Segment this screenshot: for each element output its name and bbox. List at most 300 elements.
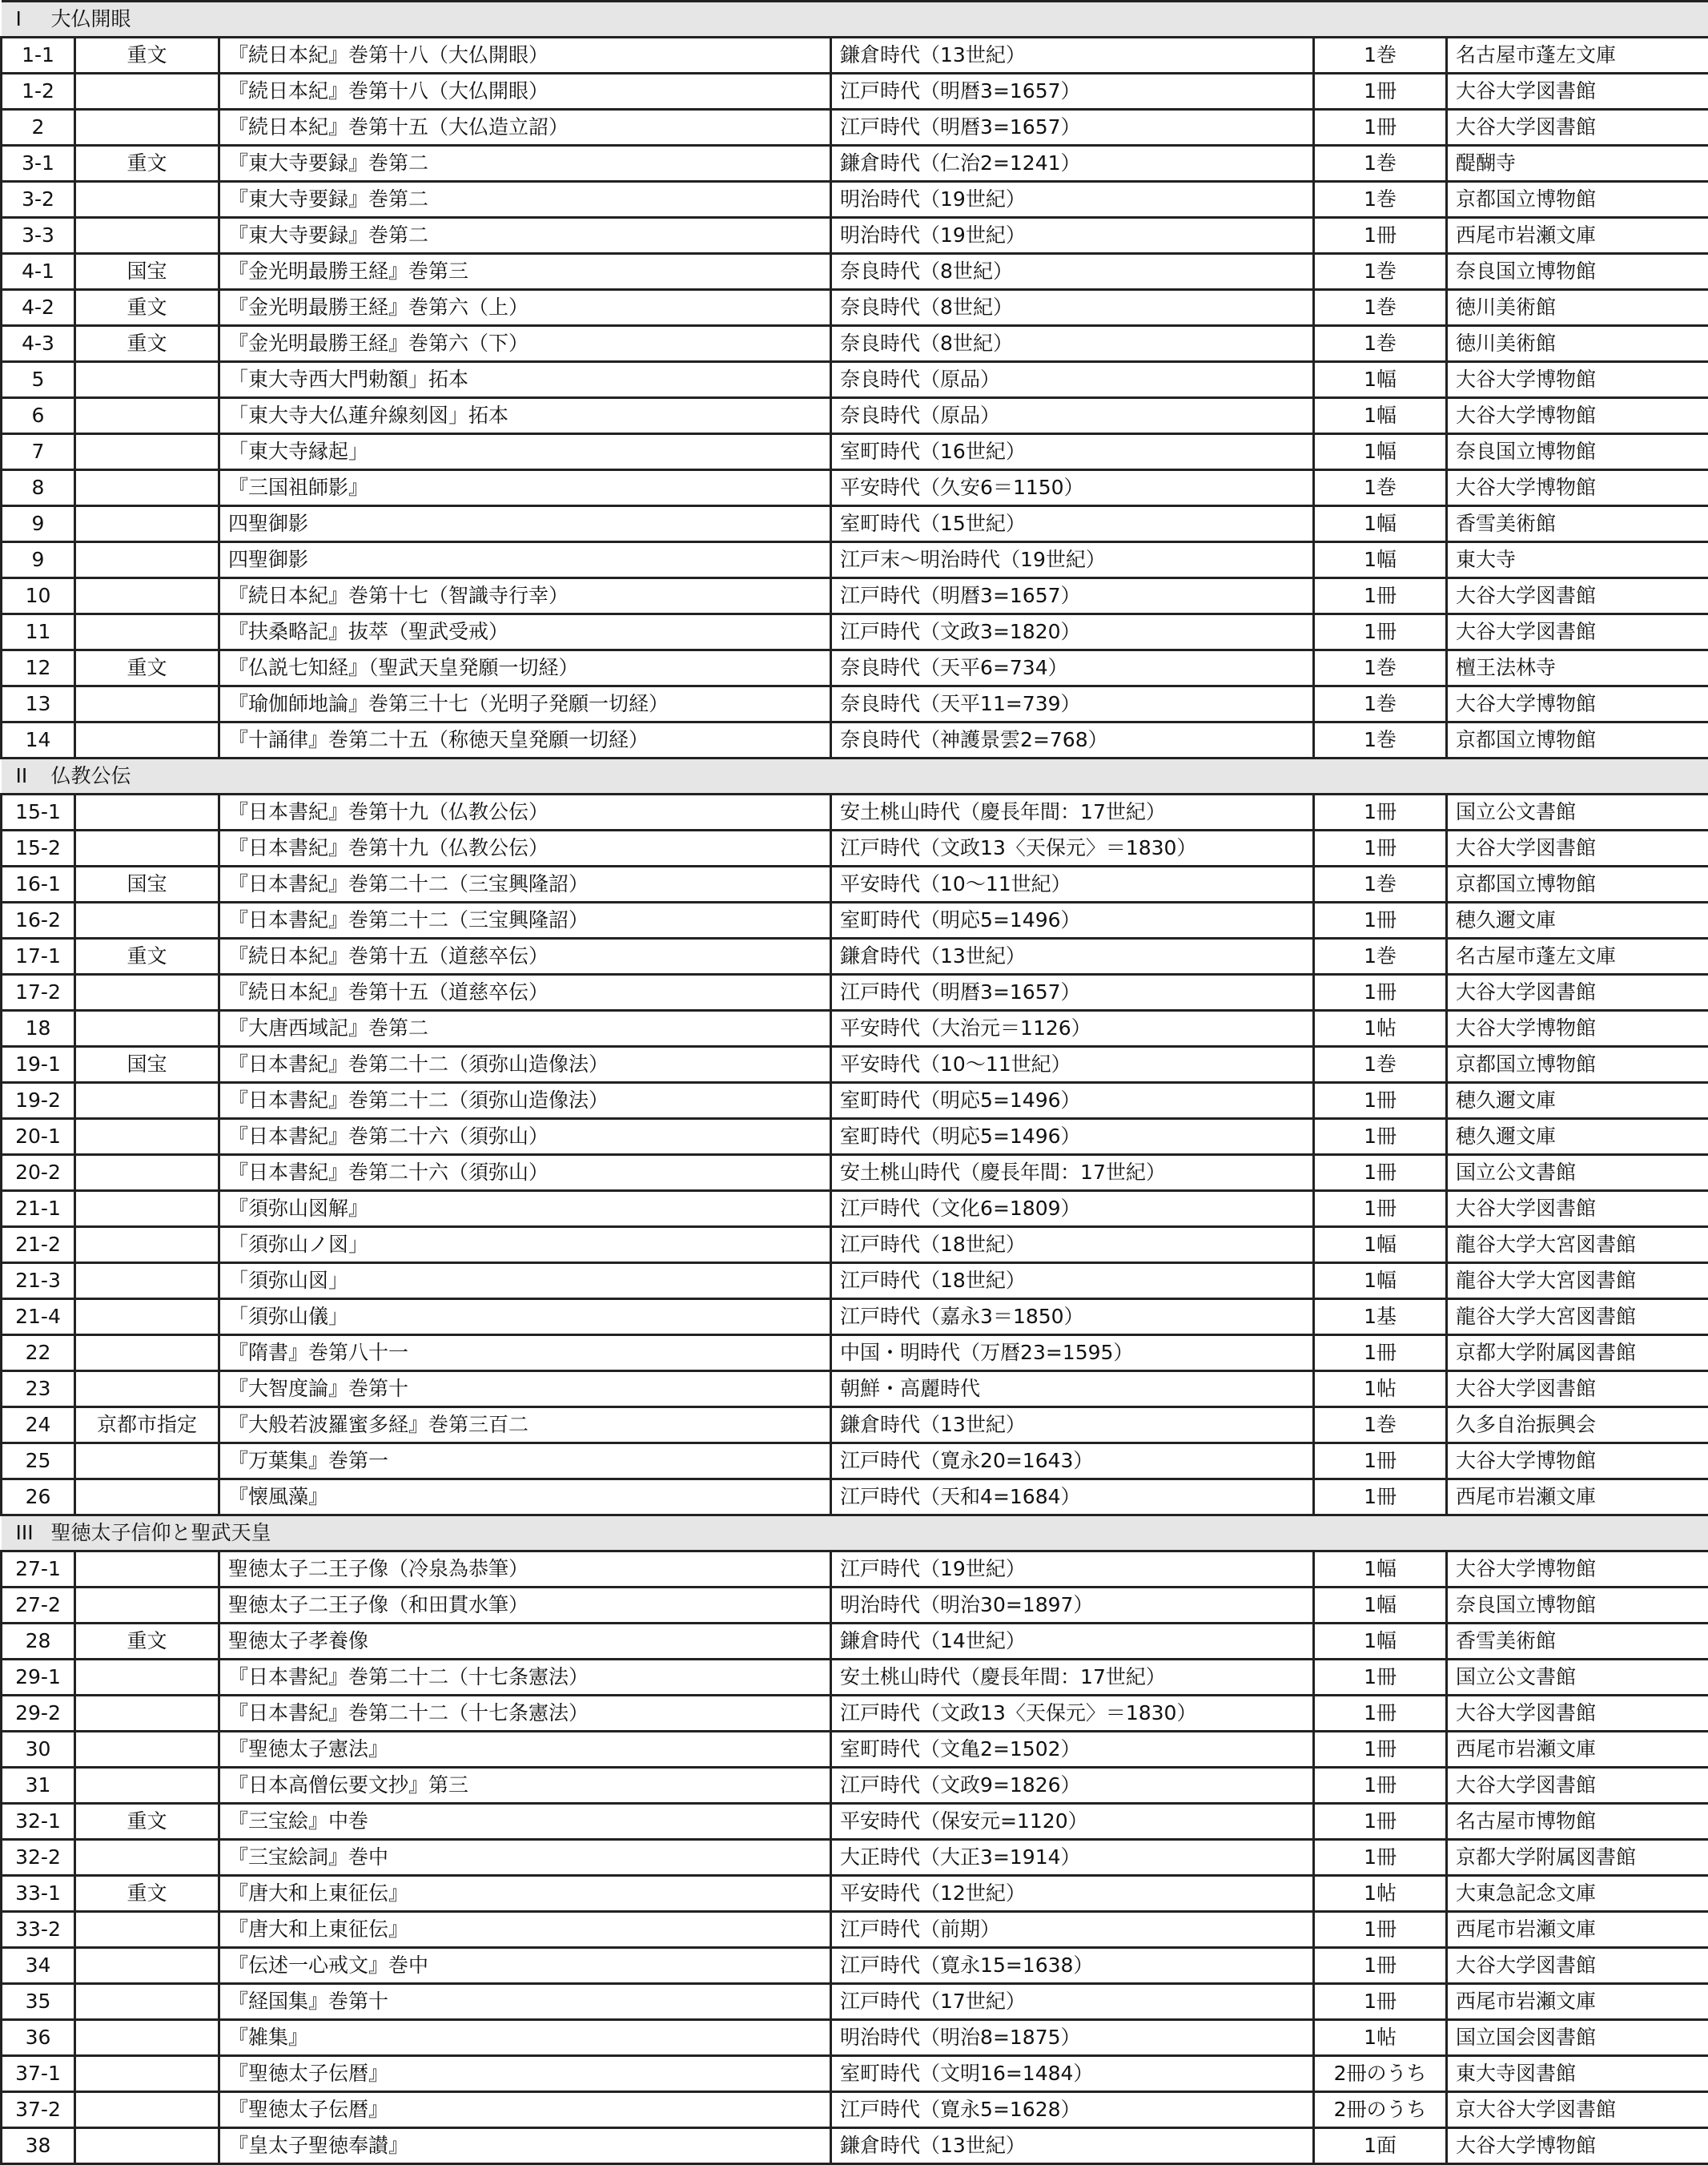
designation-cell [75, 722, 219, 759]
item-number-cell: 21-4 [2, 1299, 75, 1335]
quantity-cell: 1帖 [1314, 2020, 1447, 2056]
quantity-cell: 1帖 [1314, 1876, 1447, 1912]
title-cell: 『続日本紀』巻第十七（智識寺行幸） [219, 578, 831, 614]
quantity-cell: 1冊 [1314, 1660, 1447, 1696]
quantity-cell: 1冊 [1314, 903, 1447, 939]
item-number-cell: 27-2 [2, 1588, 75, 1624]
period-cell: 江戸時代（文政9=1826） [831, 1768, 1314, 1804]
designation-cell [75, 470, 219, 506]
title-cell: 『日本書紀』巻第二十六（須弥山） [219, 1119, 831, 1155]
owner-cell: 大谷大学図書館 [1447, 74, 1708, 110]
quantity-cell: 1冊 [1314, 795, 1447, 831]
item-number-cell: 31 [2, 1768, 75, 1804]
item-number-cell: 20-1 [2, 1119, 75, 1155]
quantity-cell: 2冊のうち [1314, 2092, 1447, 2128]
owner-cell: 京都国立博物館 [1447, 722, 1708, 759]
quantity-cell: 1冊 [1314, 1804, 1447, 1840]
designation-cell [75, 1443, 219, 1479]
quantity-cell: 1巻 [1314, 254, 1447, 290]
period-cell: 奈良時代（8世紀） [831, 326, 1314, 362]
item-number-cell: 6 [2, 398, 75, 434]
table-row [2, 218, 1708, 254]
owner-cell: 大谷大学図書館 [1447, 975, 1708, 1011]
owner-cell: 大谷大学博物館 [1447, 1011, 1708, 1047]
table-row [2, 1768, 1708, 1804]
owner-cell: 穂久邇文庫 [1447, 903, 1708, 939]
owner-cell: 香雪美術館 [1447, 506, 1708, 542]
table-row [2, 1804, 1708, 1840]
owner-cell: 国立公文書館 [1447, 1660, 1708, 1696]
period-cell: 室町時代（15世紀） [831, 506, 1314, 542]
quantity-cell: 1冊 [1314, 1083, 1447, 1119]
quantity-cell: 1巻 [1314, 290, 1447, 326]
period-cell: 江戸時代（前期） [831, 1912, 1314, 1948]
title-cell: 四聖御影 [219, 506, 831, 542]
quantity-cell: 2冊のうち [1314, 2056, 1447, 2092]
owner-cell: 奈良国立博物館 [1447, 254, 1708, 290]
title-cell: 『東大寺要録』巻第二 [219, 146, 831, 182]
owner-cell: 徳川美術館 [1447, 326, 1708, 362]
title-cell: 「須弥山儀」 [219, 1299, 831, 1335]
section-number: III [16, 1516, 51, 1550]
designation-cell [75, 1191, 219, 1227]
period-cell: 鎌倉時代（13世紀） [831, 1407, 1314, 1443]
item-number-cell: 5 [2, 362, 75, 398]
item-number-cell: 3-1 [2, 146, 75, 182]
period-cell: 奈良時代（天平11=739） [831, 686, 1314, 722]
title-cell: 『日本書紀』巻第二十二（十七条憲法） [219, 1696, 831, 1732]
period-cell: 鎌倉時代（13世紀） [831, 939, 1314, 975]
period-cell: 室町時代（明応5=1496） [831, 1119, 1314, 1155]
owner-cell: 奈良国立博物館 [1447, 1588, 1708, 1624]
item-number-cell: 8 [2, 470, 75, 506]
title-cell: 「東大寺縁起」 [219, 434, 831, 470]
table-row [2, 254, 1708, 290]
period-cell: 明治時代（19世紀） [831, 218, 1314, 254]
owner-cell: 京都国立博物館 [1447, 867, 1708, 903]
owner-cell: 大谷大学図書館 [1447, 1191, 1708, 1227]
table-row [2, 2020, 1708, 2056]
period-cell: 平安時代（10～11世紀） [831, 1047, 1314, 1083]
quantity-cell: 1基 [1314, 1299, 1447, 1335]
owner-cell: 大谷大学博物館 [1447, 362, 1708, 398]
title-cell: 『日本書紀』巻第十九（仏教公伝） [219, 795, 831, 831]
table-row [2, 795, 1708, 831]
table-row [2, 434, 1708, 470]
period-cell: 鎌倉時代（13世紀） [831, 2128, 1314, 2164]
owner-cell: 久多自治振興会 [1447, 1407, 1708, 1443]
designation-cell [75, 110, 219, 146]
table-row [2, 867, 1708, 903]
designation-cell [75, 362, 219, 398]
table-row [2, 1335, 1708, 1371]
title-cell: 『大智度論』巻第十 [219, 1371, 831, 1407]
designation-cell: 重文 [75, 939, 219, 975]
period-cell: 明治時代（19世紀） [831, 182, 1314, 218]
quantity-cell: 1巻 [1314, 722, 1447, 759]
period-cell: 江戸時代（寛永5=1628） [831, 2092, 1314, 2128]
table-row [2, 1624, 1708, 1660]
designation-cell: 重文 [75, 1804, 219, 1840]
item-number-cell: 36 [2, 2020, 75, 2056]
table-row [2, 398, 1708, 434]
quantity-cell: 1冊 [1314, 1155, 1447, 1191]
section-header-row [2, 1515, 1708, 1551]
item-number-cell: 37-2 [2, 2092, 75, 2128]
designation-cell: 国宝 [75, 1047, 219, 1083]
item-number-cell: 19-2 [2, 1083, 75, 1119]
table-row [2, 1588, 1708, 1624]
owner-cell: 大谷大学図書館 [1447, 110, 1708, 146]
table-row [2, 1840, 1708, 1876]
period-cell: 奈良時代（原品） [831, 362, 1314, 398]
quantity-cell: 1冊 [1314, 578, 1447, 614]
quantity-cell: 1帖 [1314, 1011, 1447, 1047]
owner-cell: 西尾市岩瀬文庫 [1447, 1479, 1708, 1515]
title-cell: 『続日本紀』巻第十五（大仏造立詔） [219, 110, 831, 146]
section-header-filler [831, 2, 1708, 38]
period-cell: 江戸時代（天和4=1684） [831, 1479, 1314, 1515]
table-row [2, 650, 1708, 686]
designation-cell [75, 578, 219, 614]
designation-cell [75, 1696, 219, 1732]
section-header-cell [2, 2, 831, 38]
period-cell: 平安時代（保安元=1120） [831, 1804, 1314, 1840]
table-row [2, 1984, 1708, 2020]
designation-cell [75, 614, 219, 650]
quantity-cell: 1幅 [1314, 1624, 1447, 1660]
table-row [2, 1407, 1708, 1443]
table-row [2, 614, 1708, 650]
item-number-cell: 22 [2, 1335, 75, 1371]
period-cell: 江戸時代（明暦3=1657） [831, 110, 1314, 146]
item-number-cell: 4-2 [2, 290, 75, 326]
item-number-cell: 25 [2, 1443, 75, 1479]
period-cell: 江戸時代（明暦3=1657） [831, 578, 1314, 614]
period-cell: 江戸時代（寛永20=1643） [831, 1443, 1314, 1479]
owner-cell: 京都国立博物館 [1447, 1047, 1708, 1083]
table-row [2, 1876, 1708, 1912]
item-number-cell: 23 [2, 1371, 75, 1407]
item-number-cell: 27-1 [2, 1551, 75, 1588]
quantity-cell: 1巻 [1314, 470, 1447, 506]
designation-cell [75, 903, 219, 939]
owner-cell: 大谷大学図書館 [1447, 1371, 1708, 1407]
quantity-cell: 1巻 [1314, 1047, 1447, 1083]
designation-cell [75, 795, 219, 831]
table-row [2, 1119, 1708, 1155]
designation-cell [75, 1083, 219, 1119]
title-cell: 『続日本紀』巻第十八（大仏開眼） [219, 74, 831, 110]
designation-cell: 重文 [75, 1624, 219, 1660]
quantity-cell: 1冊 [1314, 1840, 1447, 1876]
table-row [2, 1011, 1708, 1047]
title-cell: 『日本書紀』巻第十九（仏教公伝） [219, 831, 831, 867]
owner-cell: 龍谷大学大宮図書館 [1447, 1299, 1708, 1335]
period-cell: 鎌倉時代（14世紀） [831, 1624, 1314, 1660]
designation-cell [75, 2056, 219, 2092]
item-number-cell: 30 [2, 1732, 75, 1768]
owner-cell: 国立公文書館 [1447, 1155, 1708, 1191]
designation-cell [75, 1119, 219, 1155]
designation-cell [75, 2092, 219, 2128]
period-cell: 朝鮮・高麗時代 [831, 1371, 1314, 1407]
quantity-cell: 1冊 [1314, 1732, 1447, 1768]
quantity-cell: 1冊 [1314, 1948, 1447, 1984]
item-number-cell: 3-3 [2, 218, 75, 254]
period-cell: 鎌倉時代（仁治2=1241） [831, 146, 1314, 182]
owner-cell: 京都国立博物館 [1447, 182, 1708, 218]
table-row [2, 470, 1708, 506]
item-number-cell: 21-3 [2, 1263, 75, 1299]
quantity-cell: 1幅 [1314, 1551, 1447, 1588]
owner-cell: 京都大学附属図書館 [1447, 1840, 1708, 1876]
table-row [2, 1479, 1708, 1515]
table-row [2, 1732, 1708, 1768]
item-number-cell: 17-1 [2, 939, 75, 975]
designation-cell [75, 434, 219, 470]
title-cell: 『日本書紀』巻第二十二（十七条憲法） [219, 1660, 831, 1696]
period-cell: 江戸時代（18世紀） [831, 1263, 1314, 1299]
owner-cell: 大谷大学博物館 [1447, 686, 1708, 722]
designation-cell [75, 182, 219, 218]
table-row [2, 146, 1708, 182]
table-row [2, 1227, 1708, 1263]
item-number-cell: 11 [2, 614, 75, 650]
table-row [2, 110, 1708, 146]
period-cell: 明治時代（明治30=1897） [831, 1588, 1314, 1624]
owner-cell: 大谷大学図書館 [1447, 831, 1708, 867]
designation-cell [75, 1263, 219, 1299]
title-cell: 『唐大和上東征伝』 [219, 1876, 831, 1912]
quantity-cell: 1冊 [1314, 1696, 1447, 1732]
table-row [2, 1660, 1708, 1696]
title-cell: 『東大寺要録』巻第二 [219, 182, 831, 218]
table-row [2, 903, 1708, 939]
owner-cell: 大谷大学博物館 [1447, 398, 1708, 434]
owner-cell: 東大寺 [1447, 542, 1708, 578]
item-number-cell: 20-2 [2, 1155, 75, 1191]
owner-cell: 名古屋市蓬左文庫 [1447, 939, 1708, 975]
title-cell: 『続日本紀』巻第十五（道慈卒伝） [219, 975, 831, 1011]
designation-cell [75, 1371, 219, 1407]
title-cell: 『扶桑略記』抜萃（聖武受戒） [219, 614, 831, 650]
title-cell: 『東大寺要録』巻第二 [219, 218, 831, 254]
item-number-cell: 13 [2, 686, 75, 722]
table-row [2, 542, 1708, 578]
period-cell: 江戸時代（寛永15=1638） [831, 1948, 1314, 1984]
designation-cell: 重文 [75, 650, 219, 686]
designation-cell: 京都市指定 [75, 1407, 219, 1443]
table-row [2, 506, 1708, 542]
period-cell: 江戸時代（18世紀） [831, 1227, 1314, 1263]
designation-cell [75, 1768, 219, 1804]
owner-cell: 大谷大学図書館 [1447, 578, 1708, 614]
section-number: I [16, 2, 51, 36]
owner-cell: 西尾市岩瀬文庫 [1447, 1984, 1708, 2020]
period-cell: 室町時代（文亀2=1502） [831, 1732, 1314, 1768]
item-number-cell: 26 [2, 1479, 75, 1515]
period-cell: 明治時代（明治8=1875） [831, 2020, 1314, 2056]
designation-cell: 重文 [75, 38, 219, 74]
item-number-cell: 3-2 [2, 182, 75, 218]
owner-cell: 西尾市岩瀬文庫 [1447, 1732, 1708, 1768]
period-cell: 鎌倉時代（13世紀） [831, 38, 1314, 74]
title-cell: 『聖徳太子憲法』 [219, 1732, 831, 1768]
quantity-cell: 1冊 [1314, 1984, 1447, 2020]
section-header-row [2, 2, 1708, 38]
designation-cell: 重文 [75, 290, 219, 326]
item-number-cell: 32-2 [2, 1840, 75, 1876]
owner-cell: 龍谷大学大宮図書館 [1447, 1227, 1708, 1263]
quantity-cell: 1冊 [1314, 831, 1447, 867]
period-cell: 江戸時代（17世紀） [831, 1984, 1314, 2020]
designation-cell: 重文 [75, 1876, 219, 1912]
title-cell: 『三宝絵詞』巻中 [219, 1840, 831, 1876]
item-number-cell: 16-2 [2, 903, 75, 939]
title-cell: 「須弥山図」 [219, 1263, 831, 1299]
item-number-cell: 4-3 [2, 326, 75, 362]
quantity-cell: 1冊 [1314, 614, 1447, 650]
designation-cell [75, 1155, 219, 1191]
period-cell: 平安時代（久安6＝1150） [831, 470, 1314, 506]
title-cell: 『聖徳太子伝暦』 [219, 2056, 831, 2092]
table-row [2, 2128, 1708, 2164]
title-cell: 『唐大和上東征伝』 [219, 1912, 831, 1948]
owner-cell: 大谷大学図書館 [1447, 1768, 1708, 1804]
designation-cell [75, 218, 219, 254]
designation-cell [75, 1912, 219, 1948]
title-cell: 『須弥山図解』 [219, 1191, 831, 1227]
table-row [2, 1299, 1708, 1335]
designation-cell [75, 1660, 219, 1696]
table-row [2, 1443, 1708, 1479]
item-number-cell: 29-2 [2, 1696, 75, 1732]
table-row [2, 1155, 1708, 1191]
quantity-cell: 1幅 [1314, 1588, 1447, 1624]
item-number-cell: 12 [2, 650, 75, 686]
item-number-cell: 2 [2, 110, 75, 146]
title-cell: 『続日本紀』巻第十八（大仏開眼） [219, 38, 831, 74]
designation-cell [75, 2128, 219, 2164]
owner-cell: 大谷大学図書館 [1447, 1696, 1708, 1732]
title-cell: 『続日本紀』巻第十五（道慈卒伝） [219, 939, 831, 975]
quantity-cell: 1幅 [1314, 506, 1447, 542]
title-cell: 『日本書紀』巻第二十二（須弥山造像法） [219, 1047, 831, 1083]
owner-cell: 香雪美術館 [1447, 1624, 1708, 1660]
title-cell: 聖徳太子孝養像 [219, 1624, 831, 1660]
section-number: II [16, 759, 51, 793]
title-cell: 『十誦律』巻第二十五（称徳天皇発願一切経） [219, 722, 831, 759]
owner-cell: 奈良国立博物館 [1447, 434, 1708, 470]
quantity-cell: 1冊 [1314, 1119, 1447, 1155]
owner-cell: 醍醐寺 [1447, 146, 1708, 182]
owner-cell: 京大谷大学図書館 [1447, 2092, 1708, 2128]
item-number-cell: 10 [2, 578, 75, 614]
quantity-cell: 1巻 [1314, 1407, 1447, 1443]
title-cell: 『雑集』 [219, 2020, 831, 2056]
title-cell: 『伝述一心戒文』巻中 [219, 1948, 831, 1984]
item-number-cell: 38 [2, 2128, 75, 2164]
period-cell: 江戸時代（文政13〈天保元〉＝1830） [831, 831, 1314, 867]
section-header-filler [831, 1515, 1708, 1551]
period-cell: 中国・明時代（万暦23=1595） [831, 1335, 1314, 1371]
owner-cell: 大谷大学博物館 [1447, 2128, 1708, 2164]
title-cell: 『懐風藻』 [219, 1479, 831, 1515]
table-row [2, 74, 1708, 110]
title-cell: 『聖徳太子伝暦』 [219, 2092, 831, 2128]
quantity-cell: 1巻 [1314, 939, 1447, 975]
item-number-cell: 19-1 [2, 1047, 75, 1083]
title-cell: 聖徳太子二王子像（和田貫水筆） [219, 1588, 831, 1624]
item-number-cell: 32-1 [2, 1804, 75, 1840]
designation-cell [75, 831, 219, 867]
period-cell: 安土桃山時代（慶長年間：17世紀） [831, 1660, 1314, 1696]
owner-cell: 大東急記念文庫 [1447, 1876, 1708, 1912]
period-cell: 平安時代（10～11世紀） [831, 867, 1314, 903]
title-cell: 『隋書』巻第八十一 [219, 1335, 831, 1371]
designation-cell [75, 686, 219, 722]
catalog-body [2, 2, 1708, 2164]
period-cell: 奈良時代（8世紀） [831, 254, 1314, 290]
quantity-cell: 1巻 [1314, 650, 1447, 686]
owner-cell: 東大寺図書館 [1447, 2056, 1708, 2092]
quantity-cell: 1幅 [1314, 398, 1447, 434]
item-number-cell: 1-1 [2, 38, 75, 74]
table-row [2, 290, 1708, 326]
item-number-cell: 21-2 [2, 1227, 75, 1263]
designation-cell [75, 1227, 219, 1263]
table-row [2, 182, 1708, 218]
table-row [2, 1371, 1708, 1407]
designation-cell [75, 1299, 219, 1335]
designation-cell [75, 1840, 219, 1876]
owner-cell: 西尾市岩瀬文庫 [1447, 1912, 1708, 1948]
item-number-cell: 33-1 [2, 1876, 75, 1912]
period-cell: 奈良時代（神護景雲2=768） [831, 722, 1314, 759]
section-header-cell [2, 759, 831, 795]
table-row [2, 1551, 1708, 1588]
designation-cell: 重文 [75, 326, 219, 362]
owner-cell: 西尾市岩瀬文庫 [1447, 218, 1708, 254]
quantity-cell: 1巻 [1314, 867, 1447, 903]
quantity-cell: 1冊 [1314, 218, 1447, 254]
quantity-cell: 1巻 [1314, 686, 1447, 722]
table-row [2, 326, 1708, 362]
title-cell: 「須弥山ノ図」 [219, 1227, 831, 1263]
title-cell: 『日本書紀』巻第二十二（三宝興隆詔） [219, 867, 831, 903]
title-cell: 『皇太子聖徳奉讃』 [219, 2128, 831, 2164]
item-number-cell: 15-2 [2, 831, 75, 867]
designation-cell [75, 542, 219, 578]
item-number-cell: 1-2 [2, 74, 75, 110]
quantity-cell: 1帖 [1314, 1371, 1447, 1407]
owner-cell: 京都大学附属図書館 [1447, 1335, 1708, 1371]
quantity-cell: 1幅 [1314, 1263, 1447, 1299]
table-row [2, 939, 1708, 975]
period-cell: 江戸末～明治時代（19世紀） [831, 542, 1314, 578]
period-cell: 大正時代（大正3=1914） [831, 1840, 1314, 1876]
item-number-cell: 4-1 [2, 254, 75, 290]
quantity-cell: 1面 [1314, 2128, 1447, 2164]
item-number-cell: 28 [2, 1624, 75, 1660]
title-cell: 『大般若波羅蜜多経』巻第三百二 [219, 1407, 831, 1443]
designation-cell [75, 506, 219, 542]
item-number-cell: 18 [2, 1011, 75, 1047]
designation-cell [75, 398, 219, 434]
title-cell: 『日本高僧伝要文抄』第三 [219, 1768, 831, 1804]
section-header-filler [831, 759, 1708, 795]
